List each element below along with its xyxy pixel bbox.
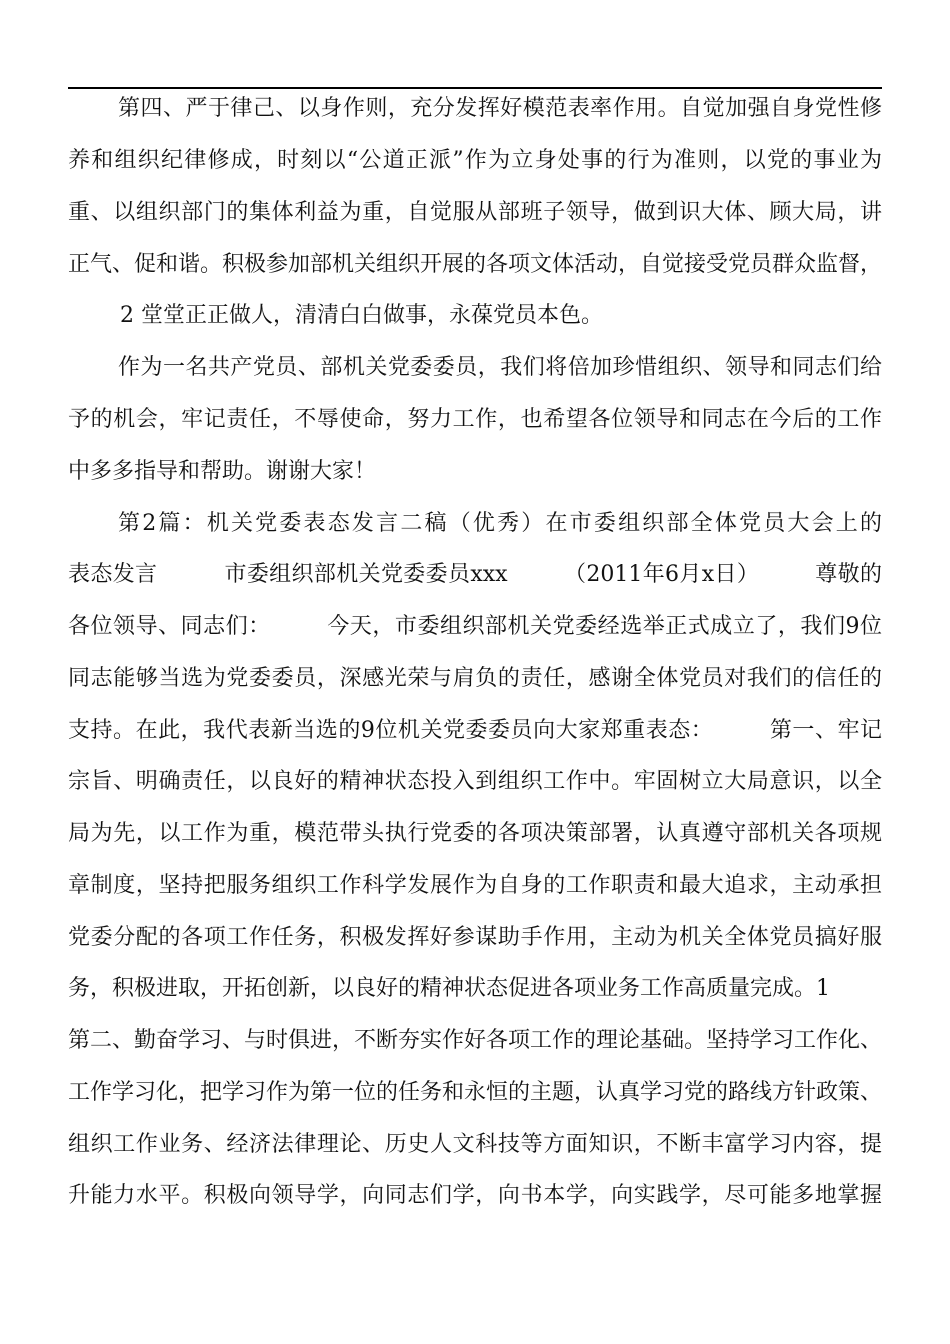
text-line: 重、以组织部门的集体利益为重，自觉服从部班子领导，做到识大体、顾大局，讲 xyxy=(68,200,882,225)
text-line: 第二、勤奋学习、与时俱进，不断夯实作好各项工作的理论基础。坚持学习工作化、 xyxy=(68,1028,883,1053)
text-line: 表态发言 市委组织部机关党委委员xxx （2011年6月x日） 尊敬的 xyxy=(68,562,882,587)
section-heading-line: 第2篇：机关党委表态发言二稿（优秀）在市委组织部全体党员大会上的 xyxy=(118,511,882,536)
text-line: 务，积极进取，开拓创新，以良好的精神状态促进各项业务工作高质量完成。1 xyxy=(68,976,830,1001)
text-line: 第四、严于律己、以身作则，充分发挥好模范表率作用。自觉加强自身党性修 xyxy=(118,96,882,121)
text-line: 正气、促和谐。积极参加部机关组织开展的各项文体活动，自觉接受党员群众监督， xyxy=(68,252,883,277)
text-line: 章制度，坚持把服务组织工作科学发展作为自身的工作职责和最大追求，主动承担 xyxy=(68,873,882,898)
text-line: 支持。在此，我代表新当选的9位机关党委委员向大家郑重表态： 第一、牢记 xyxy=(68,718,882,743)
text-line: 同志能够当选为党委委员，深感光荣与肩负的责任，感谢全体党员对我们的信任的 xyxy=(68,666,882,691)
text-line: 予的机会，牢记责任，不辱使命，努力工作，也希望各位领导和同志在今后的工作 xyxy=(68,407,882,432)
text-line: 养和组织纪律修成，时刻以“公道正派”作为立身处事的行为准则，以党的事业为 xyxy=(68,148,882,173)
text-line: 工作学习化，把学习作为第一位的任务和永恒的主题，认真学习党的路线方针政策、 xyxy=(68,1080,883,1105)
text-line: 宗旨、明确责任，以良好的精神状态投入到组织工作中。牢固树立大局意识，以全 xyxy=(68,769,882,794)
text-line: 作为一名共产党员、部机关党委委员，我们将倍加珍惜组织、领导和同志们给 xyxy=(118,355,882,380)
text-line: 党委分配的各项工作任务，积极发挥好参谋助手作用，主动为机关全体党员搞好服 xyxy=(68,925,882,950)
text-line: 中多多指导和帮助。谢谢大家！ xyxy=(68,459,377,484)
header-rule xyxy=(68,87,882,89)
text-line: 局为先，以工作为重，模范带头执行党委的各项决策部署，认真遵守部机关各项规 xyxy=(68,821,882,846)
text-line: 组织工作业务、经济法律理论、历史人文科技等方面知识，不断丰富学习内容，提 xyxy=(68,1132,882,1157)
text-line: 各位领导、同志们： 今天，市委组织部机关党委经选举正式成立了，我们9位 xyxy=(68,614,882,639)
page-number-line: 2 堂堂正正做人，清清白白做事，永葆党员本色。 xyxy=(120,303,603,328)
text-line: 升能力水平。积极向领导学，向同志们学，向书本学，向实践学，尽可能多地掌握 xyxy=(68,1183,882,1208)
